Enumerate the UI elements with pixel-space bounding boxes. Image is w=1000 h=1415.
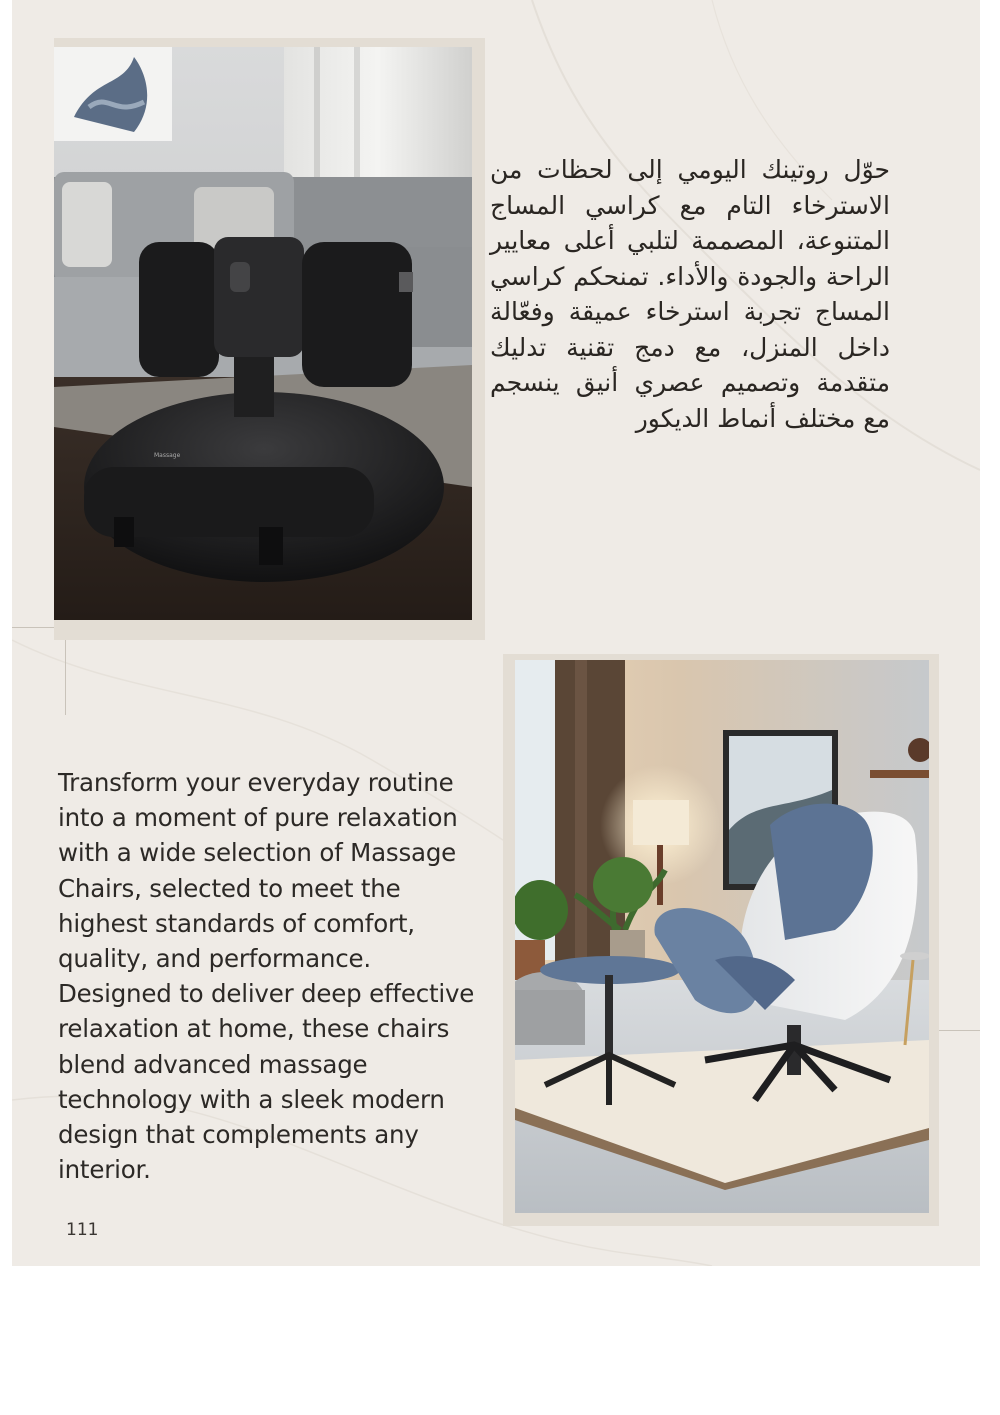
divider-line bbox=[65, 627, 66, 715]
page bbox=[12, 0, 980, 1266]
brand-logo: Massage bbox=[154, 452, 181, 459]
page-number: 111 bbox=[66, 1220, 99, 1240]
leg-massager-photo bbox=[54, 47, 472, 620]
massage-chair-photo bbox=[515, 660, 929, 1213]
english-paragraph: Transform your everyday routine into a moment of pure relaxation with a wide selection of Massage Chairs, selected to meet the highest standards of comfort, quality, and performance. Designed to deliver deep effective relaxation at home, these chairs blend advanced massage technology with a sleek modern design that complements any interior. bbox=[58, 768, 475, 1185]
arabic-paragraph: حوّل روتينك اليومي إلى لحظات من الاسترخاء التام مع كراسي المساج المتنوعة، المصممة لتلبي أعلى معايير الراحة والجودة والأداء. تمنحكم كراسي المساج تجربة استرخاء عميقة وفعّالة داخل المنزل، مع دمج تقنية تدليك متقدمة وتصميم عصري أنيق ينسجم مع مختلف أنماط الديكور bbox=[490, 155, 890, 433]
